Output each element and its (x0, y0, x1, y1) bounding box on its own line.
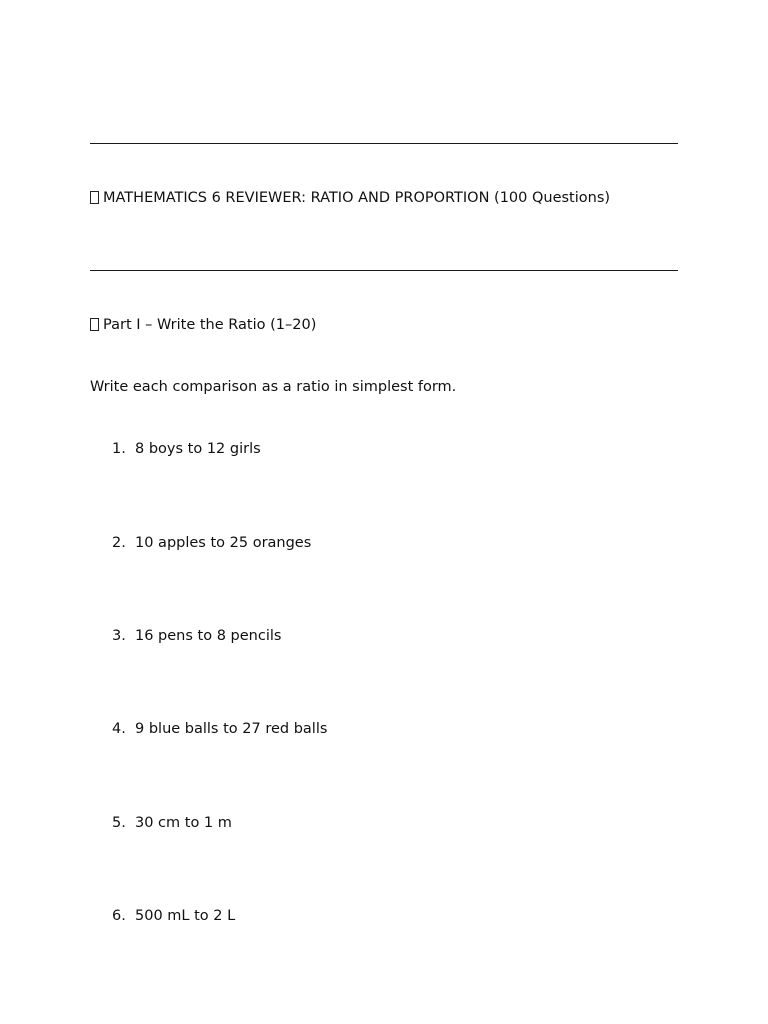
list-item (112, 813, 232, 833)
section-heading-text: Part I – Write the Ratio (1–20) (103, 317, 317, 333)
instruction-text: Write each comparison as a ratio in simplest form. (90, 379, 457, 395)
item-text: 10 apples to 25 oranges (135, 535, 312, 551)
item-text: 30 cm to 1 m (135, 815, 232, 831)
list-item (112, 626, 281, 646)
item-number: 6. (112, 908, 126, 924)
list-item (112, 906, 235, 926)
item-number: 5. (112, 815, 126, 831)
document-title-text: MATHEMATICS 6 REVIEWER: RATIO AND PROPORTION (100 Questions) (103, 190, 611, 206)
document-title (90, 188, 610, 208)
section-heading (90, 315, 316, 335)
unrecognized-glyph-icon (90, 191, 99, 204)
list-item (112, 533, 311, 553)
item-number: 1. (112, 441, 126, 457)
list-item (112, 439, 261, 459)
item-text: 8 boys to 12 girls (135, 441, 261, 457)
item-text: 16 pens to 8 pencils (135, 628, 282, 644)
item-number: 3. (112, 628, 126, 644)
item-number: 4. (112, 721, 126, 737)
unrecognized-glyph-icon (90, 318, 99, 331)
horizontal-rule (90, 270, 678, 271)
item-text: 9 blue balls to 27 red balls (135, 721, 328, 737)
horizontal-rule (90, 143, 678, 144)
item-number: 2. (112, 535, 126, 551)
item-text: 500 mL to 2 L (135, 908, 236, 924)
list-item (112, 719, 327, 739)
